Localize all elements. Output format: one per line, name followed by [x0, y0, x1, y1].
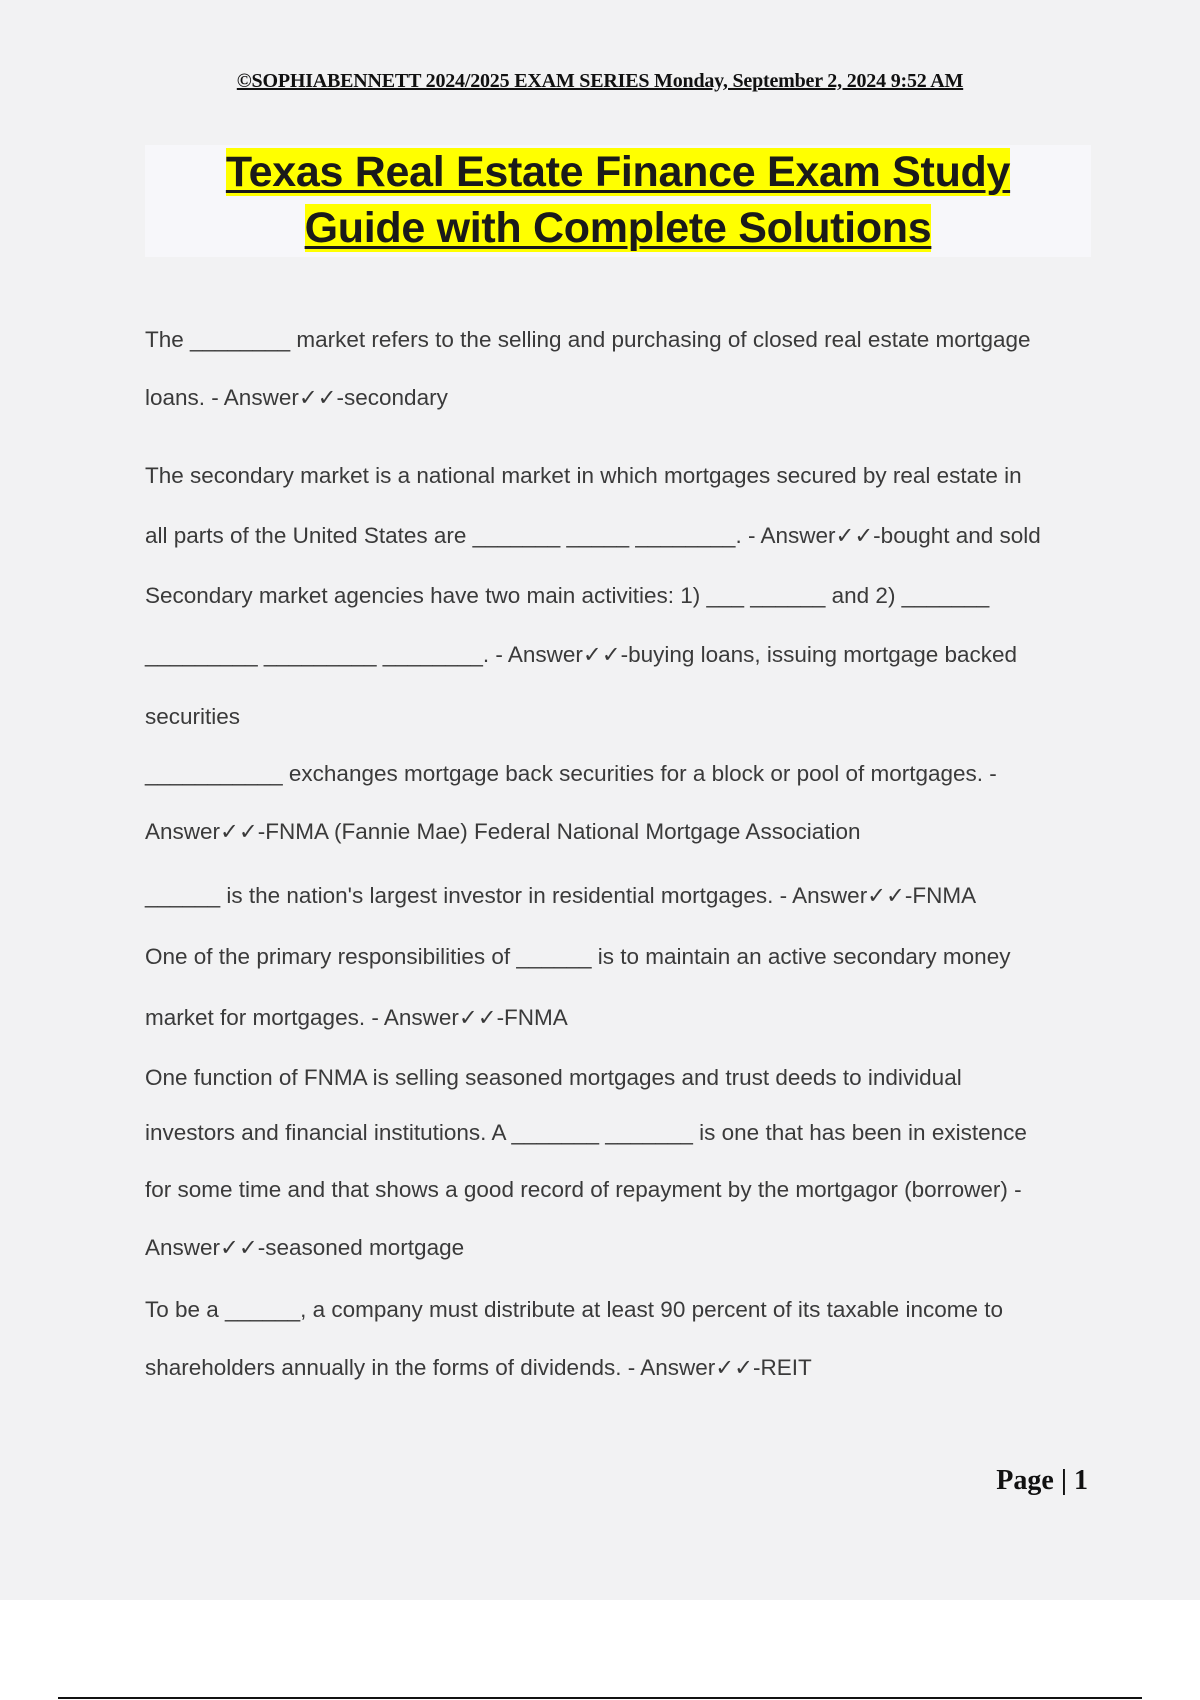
page-number: Page | 1 [996, 1465, 1088, 1496]
document-title [145, 144, 1091, 256]
qa-line: shareholders annually in the forms of dividends. - Answer✓✓-REIT [145, 1355, 812, 1380]
qa-line: market for mortgages. - Answer✓✓-FNMA [145, 1005, 568, 1030]
qa-line: ___________ exchanges mortgage back securities for a block or pool of mortgages. - [145, 761, 997, 786]
qa-line: loans. - Answer✓✓-secondary [145, 385, 448, 410]
qa-line: ______ is the nation's largest investor in residential mortgages. - Answer✓✓-FNMA [145, 883, 977, 908]
qa-line: _________ _________ ________. - Answer✓✓-buying loans, issuing mortgage backed [145, 642, 1018, 667]
qa-line: One of the primary responsibilities of ______ is to maintain an active secondary money [145, 944, 1011, 969]
qa-line: To be a ______, a company must distribute at least 90 percent of its taxable income to [145, 1297, 1003, 1322]
title-line-1: Texas Real Estate Finance Exam Study [225, 148, 1011, 196]
qa-line: for some time and that shows a good record of repayment by the mortgagor (borrower) - [145, 1177, 1022, 1202]
qa-line: Answer✓✓-FNMA (Fannie Mae) Federal National Mortgage Association [145, 819, 861, 844]
qa-line: Answer✓✓-seasoned mortgage [145, 1235, 465, 1260]
qa-line: investors and financial institutions. A _______ _______ is one that has been in existence [145, 1120, 1027, 1145]
qa-line: The ________ market refers to the selling and purchasing of closed real estate mortgage [145, 327, 1031, 352]
title-line-2: Guide with Complete Solutions [304, 204, 932, 252]
qa-line: all parts of the United States are _______ _____ ________. - Answer✓✓-bought and sold [145, 523, 1041, 548]
qa-line: The secondary market is a national market in which mortgages secured by real estate in [145, 463, 1022, 488]
page-header: ©SOPHIABENNETT 2024/2025 EXAM SERIES Monday, September 2, 2024 9:52 AM [236, 70, 964, 92]
qa-line: Secondary market agencies have two main activities: 1) ___ ______ and 2) _______ [145, 583, 990, 608]
qa-line: One function of FNMA is selling seasoned mortgages and trust deeds to individual [145, 1065, 962, 1090]
next-page-divider [58, 1697, 1142, 1699]
qa-line: securities [145, 704, 241, 729]
